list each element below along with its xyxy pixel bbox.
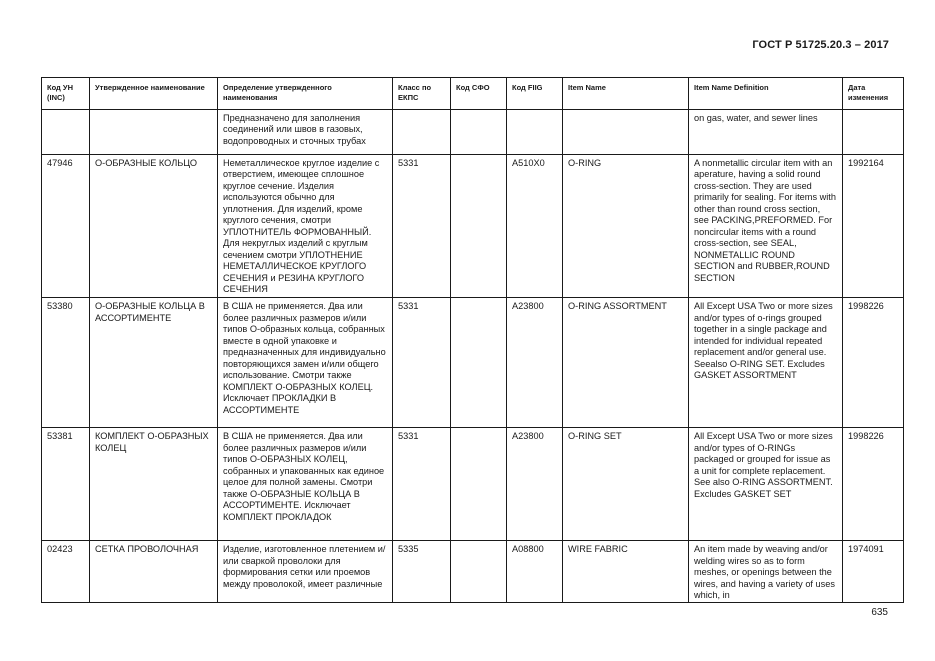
cell-code: 47946 <box>42 155 90 298</box>
column-header-sfo: Код СФО <box>451 78 507 110</box>
cell-date <box>843 110 904 155</box>
cell-definition: Предназначено для заполнения соединений или швов в газовых, водопроводных и сточных трубах <box>218 110 393 155</box>
column-header-class: Класс по ЕКПС <box>393 78 451 110</box>
cell-sfo <box>451 298 507 428</box>
cell-fiig: A23800 <box>507 428 563 541</box>
table-header-row <box>42 78 904 110</box>
cell-sfo <box>451 155 507 298</box>
cell-sfo <box>451 541 507 602</box>
cell-date: 1992164 <box>843 155 904 298</box>
cell-item-name: O-RING SET <box>563 428 689 541</box>
cell-item-name: O-RING <box>563 155 689 298</box>
column-header-code: Код УН (INC) <box>42 78 90 110</box>
cell-class: 5331 <box>393 155 451 298</box>
cell-date: 1998226 <box>843 298 904 428</box>
cell-name: О-ОБРАЗНЫЕ КОЛЬЦО <box>90 155 218 298</box>
table-row <box>42 110 904 155</box>
cell-class: 5331 <box>393 298 451 428</box>
cell-date: 1998226 <box>843 428 904 541</box>
cell-code: 53381 <box>42 428 90 541</box>
table-row <box>42 155 904 298</box>
column-header-fiig: Код FIIG <box>507 78 563 110</box>
cell-item-definition: All Except USA Two or more sizes and/or types of o-rings grouped together in a single package and intended for individual repeated replacement and/or general use. Seealso O-RING SET. Excludes GASKET ASSORTMENT <box>689 298 843 428</box>
cell-item-name <box>563 110 689 155</box>
cell-class: 5335 <box>393 541 451 602</box>
table-row <box>42 428 904 541</box>
cell-class: 5331 <box>393 428 451 541</box>
cell-item-definition: All Except USA Two or more sizes and/or types of O-RINGs packaged or grouped for issue as a unit for complete replacement. See also O-RING ASSORTMENT. Excludes GASKET SET <box>689 428 843 541</box>
cell-code: 53380 <box>42 298 90 428</box>
cell-item-definition: on gas, water, and sewer lines <box>689 110 843 155</box>
table-row <box>42 541 904 602</box>
column-header-item-definition: Item Name Definition <box>689 78 843 110</box>
cell-item-definition: An item made by weaving and/or welding wires so as to form meshes, or openings between the wires, and having a variety of uses which, in <box>689 541 843 602</box>
cell-fiig <box>507 110 563 155</box>
cell-item-name: O-RING ASSORTMENT <box>563 298 689 428</box>
cell-item-definition: A nonmetallic circular item with an aperature, having a solid round cross-section. They are used primarily for sealing. For items with other than round cross section, see PACKING,PREFORMED. For noncircular items with a round cross-section, see SEAL, NONMETALLIC ROUND SECTION and RUBBER,ROUND SECTION <box>689 155 843 298</box>
table-row <box>42 298 904 428</box>
column-header-definition: Определение утвержденного наименования <box>218 78 393 110</box>
cell-name: СЕТКА ПРОВОЛОЧНАЯ <box>90 541 218 602</box>
column-header-item-name: Item Name <box>563 78 689 110</box>
cell-name: КОМПЛЕКТ О-ОБРАЗНЫХ КОЛЕЦ <box>90 428 218 541</box>
cell-sfo <box>451 428 507 541</box>
data-table <box>41 77 904 603</box>
cell-fiig: A510X0 <box>507 155 563 298</box>
cell-item-name: WIRE FABRIC <box>563 541 689 602</box>
column-header-date: Дата изменения <box>843 78 904 110</box>
cell-name <box>90 110 218 155</box>
document-header: ГОСТ Р 51725.20.3 – 2017 <box>752 39 889 51</box>
cell-name: О-ОБРАЗНЫЕ КОЛЬЦА В АССОРТИМЕНТЕ <box>90 298 218 428</box>
cell-fiig: A23800 <box>507 298 563 428</box>
cell-code: 02423 <box>42 541 90 602</box>
cell-fiig: A08800 <box>507 541 563 602</box>
cell-definition: В США не применяется. Два или более различных размеров и/или типов О-ОБРАЗНЫХ КОЛЕЦ, собранных и упакованных как единое целое для полной замены. Смотри также О-ОБРАЗНЫЕ КОЛЬЦА В АССОРТИМЕНТЕ. Исключает КОМПЛЕКТ ПРОКЛАДОК <box>218 428 393 541</box>
cell-definition: Неметаллическое круглое изделие с отверстием, имеющее сплошное круглое сечение. Изделия используются обычно для уплотнения. Для изделий, кроме круглого сечения, смотри УПЛОТНИТЕЛЬ ФОРМОВАННЫЙ. Для некруглых изделий с круглым сечением смотри УПЛОТНЕНИЕ НЕМЕТАЛЛИЧЕСКОЕ КРУГЛОГО СЕЧЕНИЯ и РЕЗИНА КРУГЛОГО СЕЧЕНИЯ <box>218 155 393 298</box>
cell-code <box>42 110 90 155</box>
cell-definition: Изделие, изготовленное плетением и/или сваркой проволоки для формирования сетки или проемов между проволокой, имеет различные <box>218 541 393 602</box>
column-header-name: Утвержденное наименование <box>90 78 218 110</box>
cell-definition: В США не применяется. Два или более различных размеров и/или типов О-образных кольца, собранных вместе в одной упаковке и предназначенных для индивидуально повторяющихся замен и/или общего использование. Смотри также КОМПЛЕКТ О-ОБРАЗНЫХ КОЛЕЦ. Исключает ПРОКЛАДКИ В АССОРТИМЕНТЕ <box>218 298 393 428</box>
page-number: 635 <box>871 607 888 618</box>
cell-date: 1974091 <box>843 541 904 602</box>
cell-class <box>393 110 451 155</box>
cell-sfo <box>451 110 507 155</box>
